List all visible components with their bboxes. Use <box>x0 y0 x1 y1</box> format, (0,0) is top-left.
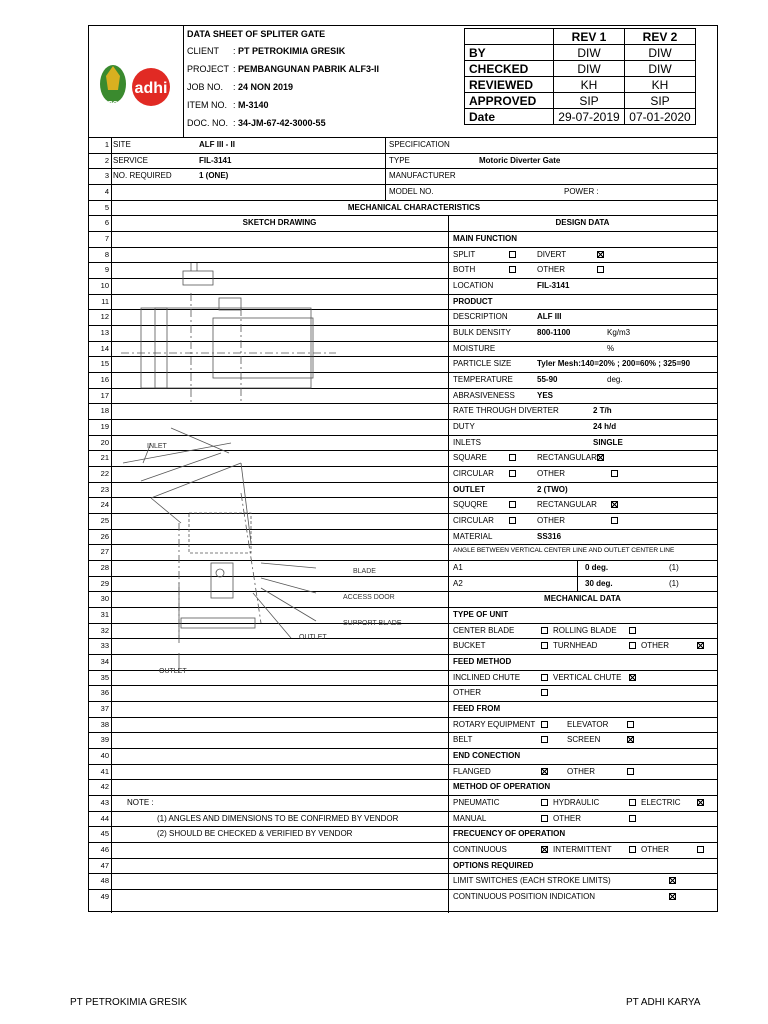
checked-box[interactable] <box>629 674 636 681</box>
row-number: 15 <box>100 359 109 369</box>
adhi-logo-text: adhi <box>134 80 168 97</box>
rev-cell: DIW <box>625 45 696 61</box>
sheet-row <box>89 764 717 780</box>
row-number: 39 <box>100 735 109 745</box>
outlet-right-label: OUTLET <box>299 634 327 641</box>
field-text: TYPE <box>389 155 410 165</box>
row-number: 34 <box>100 657 109 667</box>
field-text: OTHER <box>567 766 595 776</box>
data-sheet <box>88 25 718 912</box>
field-text: PNEUMATIC <box>453 798 500 808</box>
checkbox[interactable] <box>541 736 548 743</box>
field-text: SS316 <box>537 531 562 541</box>
field-text: OTHER <box>553 813 581 823</box>
sheet-row <box>89 811 717 827</box>
field-text: 2 (TWO) <box>537 484 568 494</box>
row-number: 36 <box>100 688 109 698</box>
row-number: 12 <box>100 312 109 322</box>
checked-box[interactable] <box>669 893 676 900</box>
rev-cell: 07-01-2020 <box>625 109 696 125</box>
field-text: Motoric Diverter Gate <box>479 155 561 165</box>
field-text: deg. <box>607 375 623 385</box>
field-text: Tyler Mesh:140=20% ; 200=60% ; 325=90 <box>537 359 691 369</box>
rev-label: BY <box>465 45 554 61</box>
row-number: 49 <box>100 892 109 902</box>
checked-box[interactable] <box>697 642 704 649</box>
checkbox[interactable] <box>697 846 704 853</box>
sheet-row <box>89 795 717 811</box>
field-text: SERVICE <box>113 155 148 165</box>
revision-table <box>464 28 696 125</box>
sheet-row <box>89 231 717 247</box>
checkbox[interactable] <box>629 799 636 806</box>
field-text: BUCKET <box>453 641 486 651</box>
sheet-row <box>89 858 717 874</box>
job-label: JOB NO. <box>187 82 224 92</box>
field-text: (1) ANGLES AND DIMENSIONS TO BE CONFIRMED BY VENDOR <box>157 813 399 823</box>
sheet-row <box>89 215 717 231</box>
row-number: 25 <box>100 516 109 526</box>
field-text: 1 (ONE) <box>199 171 229 181</box>
rev-label: APPROVED <box>465 93 554 109</box>
row-number: 29 <box>100 578 109 588</box>
sheet-row <box>89 247 717 263</box>
inlet-label: INLET <box>147 443 167 450</box>
sheet-row <box>89 873 717 889</box>
field-text: OTHER <box>537 265 565 275</box>
row-number: 40 <box>100 751 109 761</box>
checkbox[interactable] <box>509 470 516 477</box>
rev-cell: SIP <box>554 93 625 109</box>
row-number: 21 <box>100 453 109 463</box>
rev-cell: SIP <box>625 93 696 109</box>
checkbox[interactable] <box>509 251 516 258</box>
checkbox[interactable] <box>611 470 618 477</box>
support-blade-label: SUPPORT BLADE <box>343 620 402 627</box>
row-number: 23 <box>100 484 109 494</box>
sheet-row <box>89 701 717 717</box>
field-text: SPECIFICATION <box>389 140 450 149</box>
checkbox[interactable] <box>541 689 548 696</box>
rev-cell: DIW <box>625 61 696 77</box>
field-text: 55-90 <box>537 375 558 385</box>
sheet-row <box>89 200 717 216</box>
checkbox[interactable] <box>629 846 636 853</box>
field-text: INLETS <box>453 437 482 447</box>
row-number: 37 <box>100 704 109 714</box>
field-text: (1) <box>669 563 679 573</box>
row-number: 38 <box>100 719 109 729</box>
row-number: 45 <box>100 829 109 839</box>
field-text: ABRASIVENESS <box>453 390 515 400</box>
field-text: FRECUENCY OF OPERATION <box>453 829 566 839</box>
row-number: 41 <box>100 766 109 776</box>
row-number: 20 <box>100 437 109 447</box>
checked-box[interactable] <box>697 799 704 806</box>
field-text: SPLIT <box>453 249 476 259</box>
row-number: 30 <box>100 594 109 604</box>
sheet-row <box>89 826 717 842</box>
row-number: 46 <box>100 845 109 855</box>
checkbox[interactable] <box>541 721 548 728</box>
row-number: 27 <box>100 547 109 557</box>
sheet-row <box>89 184 717 200</box>
blade-label: BLADE <box>353 568 376 575</box>
field-text: 24 h/d <box>593 422 617 432</box>
row-number: 42 <box>100 782 109 792</box>
rev-cell: 29-07-2019 <box>554 109 625 125</box>
rev-label: CHECKED <box>465 61 554 77</box>
checked-box[interactable] <box>597 251 604 258</box>
checkbox[interactable] <box>541 674 548 681</box>
field-text: OTHER <box>641 641 669 651</box>
row-number: 11 <box>101 296 109 306</box>
field-text: OPTIONS REQUIRED <box>453 860 534 870</box>
footer-right: PT ADHI KARYA <box>626 997 701 1008</box>
sheet-row <box>89 889 717 905</box>
company-logos <box>89 26 183 137</box>
field-text: BELT <box>453 735 473 745</box>
field-text: ANGLE BETWEEN VERTICAL CENTER LINE AND OUTLET CENTER LINE <box>453 547 675 555</box>
row-number: 26 <box>100 531 109 541</box>
checkbox[interactable] <box>509 517 516 524</box>
sheet-row <box>89 842 717 858</box>
field-text: A2 <box>453 578 463 588</box>
field-text: FEED FROM <box>453 704 501 714</box>
field-text: LIMIT SWITCHES (EACH STROKE LIMITS) <box>453 876 611 886</box>
checked-box[interactable] <box>541 846 548 853</box>
field-text: TURNHEAD <box>553 641 598 651</box>
checkbox[interactable] <box>509 501 516 508</box>
field-text: OTHER <box>641 845 669 855</box>
field-text: ALF III - II <box>199 140 235 149</box>
logo-area <box>89 26 184 137</box>
row-number: 5 <box>104 202 109 212</box>
field-text: RATE THROUGH DIVERTER <box>453 406 559 416</box>
row-number: 44 <box>100 813 109 823</box>
rev1-header: REV 1 <box>554 29 625 45</box>
field-text: (1) <box>669 578 679 588</box>
checkbox[interactable] <box>597 266 604 273</box>
field-text: MOISTURE <box>453 343 496 353</box>
grid-line <box>448 215 449 913</box>
row-number: 19 <box>100 422 109 432</box>
sheet-row <box>89 685 717 701</box>
field-text: END CONECTION <box>453 751 521 761</box>
checkbox[interactable] <box>629 642 636 649</box>
field-text: DIVERT <box>537 249 567 259</box>
field-text: 30 deg. <box>585 578 613 588</box>
row-number: 47 <box>100 860 109 870</box>
checked-box[interactable] <box>627 736 634 743</box>
row-number: 24 <box>100 500 109 510</box>
field-text: BOTH <box>453 265 476 275</box>
row-number: 13 <box>100 328 109 338</box>
field-text: MATERIAL <box>453 531 493 541</box>
checked-box[interactable] <box>669 877 676 884</box>
checkbox[interactable] <box>629 815 636 822</box>
checkbox[interactable] <box>541 815 548 822</box>
field-text: SKETCH DRAWING <box>242 218 317 228</box>
sheet-row <box>89 168 717 184</box>
project-value: PEMBANGUNAN PABRIK ALF3-II <box>238 64 380 74</box>
row-number: 14 <box>100 343 109 353</box>
item-label: ITEM NO. <box>187 100 227 110</box>
field-text: MECHANICAL CHARACTERISTICS <box>347 202 481 212</box>
rev-cell: KH <box>554 77 625 93</box>
rev-cell: DIW <box>554 61 625 77</box>
checkbox[interactable] <box>541 799 548 806</box>
field-text: DESIGN DATA <box>555 218 610 228</box>
field-text: MECHANICAL DATA <box>544 594 621 604</box>
row-number: 35 <box>100 672 109 682</box>
field-text: MODEL NO. <box>389 187 434 196</box>
grid-line <box>385 137 386 200</box>
footer-left: PT PETROKIMIA GRESIK <box>70 997 188 1008</box>
field-text: FLANGED <box>453 766 491 776</box>
grid-line <box>577 560 578 591</box>
row-number: 17 <box>100 390 109 400</box>
checkbox[interactable] <box>627 768 634 775</box>
field-text: OTHER <box>453 688 481 698</box>
row-number: 22 <box>100 469 109 479</box>
field-text: HYDRAULIC <box>553 798 600 808</box>
field-text: ALF III <box>537 312 562 322</box>
checkbox[interactable] <box>541 627 548 634</box>
item-value: M-3140 <box>238 100 269 110</box>
field-text: MANUFACTURER <box>389 171 456 181</box>
job-value: 24 NON 2019 <box>238 82 294 92</box>
sheet-title: DATA SHEET OF SPLITER GATE <box>187 29 326 39</box>
field-text: FEED METHOD <box>453 657 512 667</box>
field-text: Kg/m3 <box>607 328 631 338</box>
field-text: OTHER <box>537 469 565 479</box>
row-number: 28 <box>100 563 109 573</box>
field-text: PRODUCT <box>453 296 493 306</box>
doc-label: DOC. NO. <box>187 118 229 128</box>
field-text: 2 T/h <box>593 406 612 416</box>
field-text: CIRCULAR <box>453 469 494 479</box>
field-text: VERTICAL CHUTE <box>553 672 622 682</box>
checkbox[interactable] <box>509 266 516 273</box>
field-text: MANUAL <box>453 813 487 823</box>
field-text: OTHER <box>537 516 565 526</box>
row-number: 4 <box>104 187 109 196</box>
field-text: RECTANGULAR <box>537 453 597 463</box>
sheet-row <box>89 153 717 169</box>
field-text: CENTER BLADE <box>453 625 515 635</box>
checked-box[interactable] <box>541 768 548 775</box>
field-text: METHOD OF OPERATION <box>453 782 551 792</box>
field-text: (2) SHOULD BE CHECKED & VERIFIED BY VENDOR <box>157 829 353 839</box>
row-number: 32 <box>100 625 109 635</box>
row-number: 2 <box>104 155 109 165</box>
project-label: PROJECT <box>187 64 230 74</box>
sheet-row <box>89 779 717 795</box>
sheet-row <box>89 732 717 748</box>
outlet-left-label: OUTLET <box>159 668 187 675</box>
rev-cell: KH <box>625 77 696 93</box>
field-text: % <box>607 343 615 353</box>
client-value: PT PETROKIMIA GRESIK <box>238 46 346 56</box>
row-number: 9 <box>104 265 109 275</box>
row-number: 6 <box>104 218 109 228</box>
row-number: 10 <box>100 281 109 291</box>
field-text: INTERMITTENT <box>553 845 612 855</box>
field-text: FIL-3141 <box>537 281 570 291</box>
field-text: NOTE : <box>127 798 154 808</box>
sheet-row <box>89 137 717 153</box>
field-text: A1 <box>453 563 463 573</box>
checkbox[interactable] <box>611 517 618 524</box>
sheet-row <box>89 748 717 764</box>
checked-box[interactable] <box>597 454 604 461</box>
row-number: 18 <box>100 406 109 416</box>
field-text: SITE <box>113 140 131 149</box>
field-text: TYPE OF UNIT <box>453 610 509 620</box>
field-text: POWER : <box>564 187 599 196</box>
field-text: SQUARE <box>453 453 487 463</box>
field-text: DUTY <box>453 422 475 432</box>
access-door-label: ACCESS DOOR <box>343 594 395 601</box>
field-text: ROLLING BLADE <box>553 625 617 635</box>
field-text: CONTINUOUS <box>453 845 507 855</box>
rev2-header: REV 2 <box>625 29 696 45</box>
checkbox[interactable] <box>627 721 634 728</box>
row-number: 43 <box>100 798 109 808</box>
row-number: 31 <box>100 610 109 620</box>
field-text: 800-1100 <box>537 328 571 338</box>
field-text: MAIN FUNCTION <box>453 234 517 244</box>
field-text: LOCATION <box>453 281 494 291</box>
field-text: YES <box>537 390 554 400</box>
field-text: ELECTRIC <box>641 798 681 808</box>
checkbox[interactable] <box>629 627 636 634</box>
field-text: ROTARY EQUIPMENT <box>453 719 536 729</box>
client-label: CLIENT <box>187 46 220 56</box>
field-text: INCLINED CHUTE <box>453 672 521 682</box>
sheet-row <box>89 717 717 733</box>
field-text: CONTINUOUS POSITION INDICATION <box>453 892 596 902</box>
doc-value: 34-JM-67-42-3000-55 <box>238 118 326 128</box>
header-info: DATA SHEET OF SPLITER GATE CLIENT : PT PETROKIMIA GRESIK PROJECT : PEMBANGUNAN PABRIK ALF3-II JOB NO. : 24 NON 2019 ITEM NO. : M-3140 DOC. NO. : 34-JM-67-42-3000-55 <box>187 29 380 128</box>
field-text: SCREEN <box>567 735 601 745</box>
checked-box[interactable] <box>611 501 618 508</box>
row-number: 16 <box>100 375 109 385</box>
rev-cell: DIW <box>554 45 625 61</box>
field-text: OUTLET <box>453 484 485 494</box>
field-text: CIRCULAR <box>453 516 494 526</box>
checkbox[interactable] <box>509 454 516 461</box>
field-text: SINGLE <box>593 437 623 447</box>
row-number: 33 <box>100 641 109 651</box>
field-text: PARTICLE SIZE <box>453 359 512 369</box>
field-text: BULK DENSITY <box>453 328 511 338</box>
field-text: TEMPERATURE <box>453 375 513 385</box>
row-number: 1 <box>104 140 109 149</box>
field-text: ELEVATOR <box>567 719 609 729</box>
sketch-drawing <box>111 263 448 683</box>
field-text: DESCRIPTION <box>453 312 508 322</box>
row-number: 8 <box>104 249 109 259</box>
row-number: 7 <box>104 234 109 244</box>
row-number: 3 <box>104 171 109 181</box>
field-text: RECTANGULAR <box>537 500 597 510</box>
row-number: 48 <box>100 876 109 886</box>
rev-label: REVIEWED <box>465 77 554 93</box>
checkbox[interactable] <box>541 642 548 649</box>
field-text: SQUQRE <box>453 500 488 510</box>
field-text: NO. REQUIRED <box>113 171 172 181</box>
rev-label: Date <box>465 109 554 125</box>
pg-logo-text: PG <box>107 101 119 108</box>
field-text: 0 deg. <box>585 563 609 573</box>
field-text: FIL-3141 <box>199 155 232 165</box>
